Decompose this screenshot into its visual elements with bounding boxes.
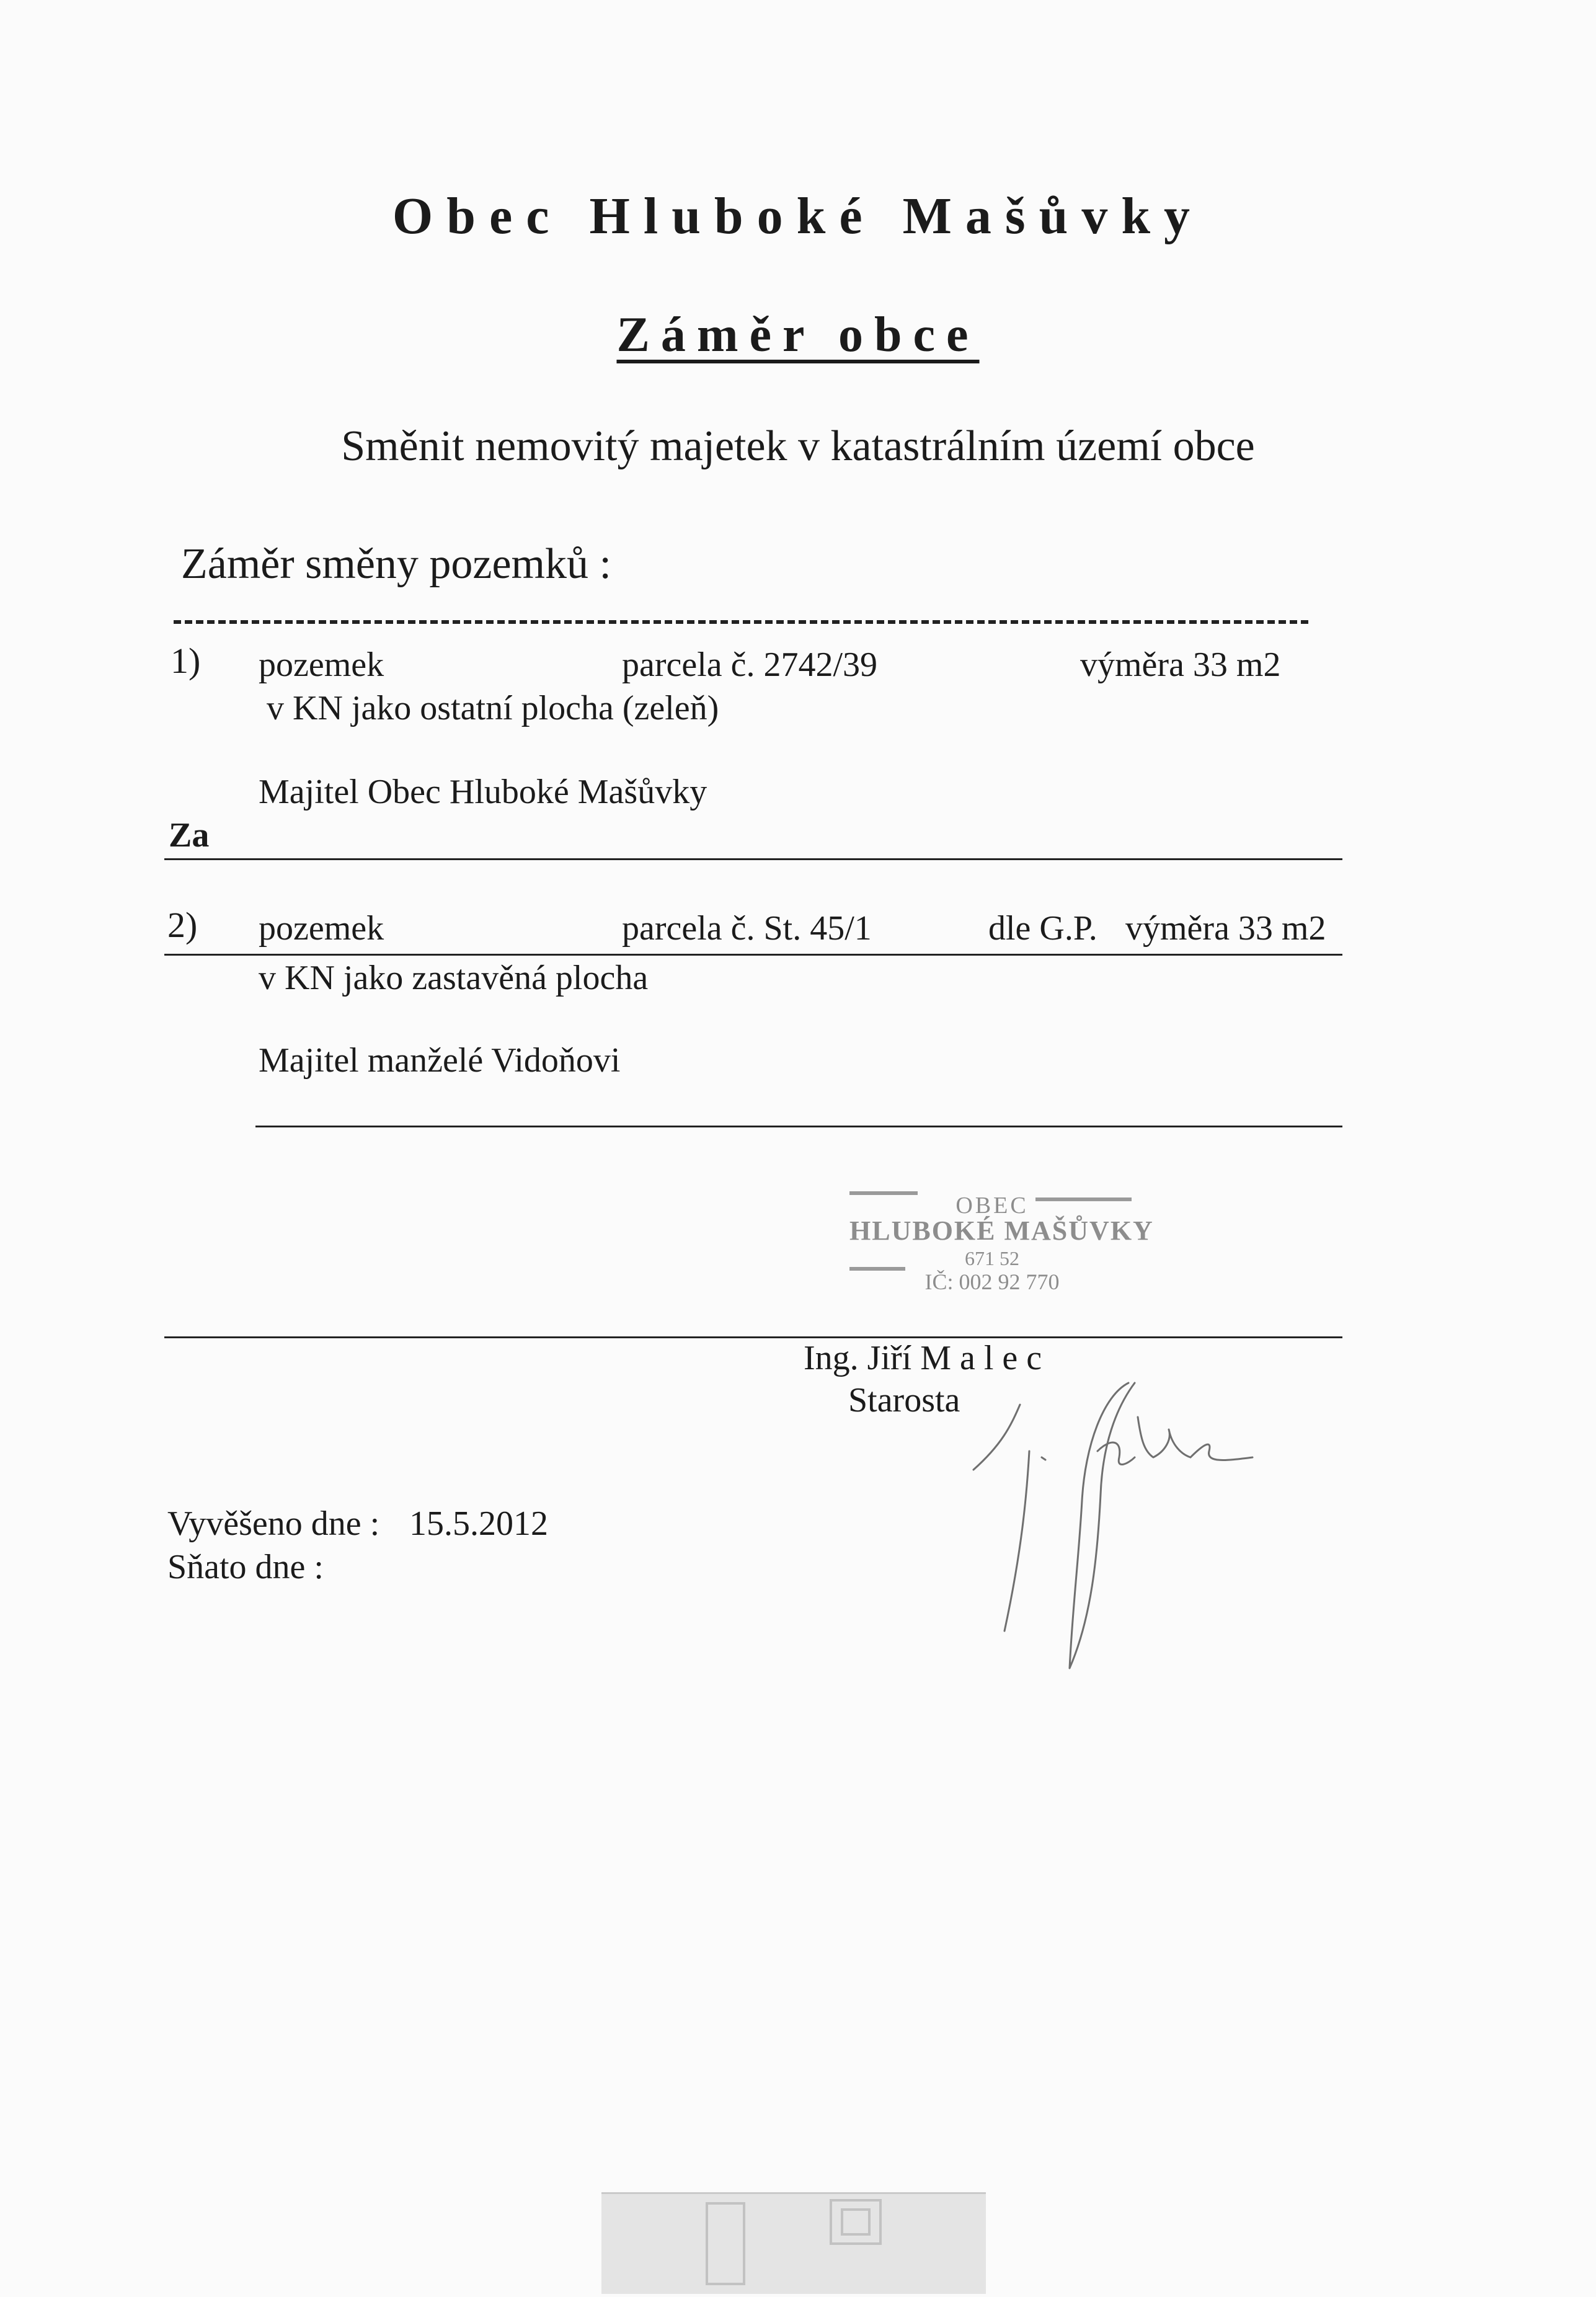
item-2-kn: v KN jako zastavěná plocha (259, 959, 649, 997)
item-1-number: 1) (171, 641, 201, 681)
stamp-line2: HLUBOKÉ MAŠŮVKY (849, 1215, 1154, 1246)
item-1-rule (164, 858, 1342, 860)
document-subtitle (0, 307, 1596, 363)
item-1-owner: Majitel Obec Hluboké Mašůvky (259, 773, 707, 811)
municipal-stamp (849, 1188, 1154, 1294)
posted-label: Vyvěšeno dne : (167, 1504, 380, 1543)
item-2-parcel: parcela č. St. 45/1 (622, 909, 872, 948)
item-2-gp: dle G.P. (988, 909, 1097, 948)
dashed-divider (174, 620, 1308, 624)
item-2-type: pozemek (259, 909, 384, 948)
posted-date: 15.5.2012 (409, 1504, 548, 1543)
purpose-text: Směnit nemovitý majetek v katastrálním území obce (341, 422, 1255, 470)
signatory-name: Ing. Jiří M a l e c (804, 1339, 1042, 1377)
signature-rule (164, 1336, 1342, 1338)
item-2-area: výměra 33 m2 (1125, 909, 1326, 948)
item-1-kn: v KN jako ostatní plocha (zeleň) (267, 689, 719, 727)
item-1-type: pozemek (259, 646, 384, 684)
scanner-artifact (601, 2192, 986, 2294)
item-2-owner: Majitel manželé Vidoňovi (259, 1041, 621, 1080)
artifact-icons (601, 2194, 986, 2294)
item-2-number: 2) (167, 905, 198, 945)
stamp-line4: IČ: 002 92 770 (924, 1269, 1060, 1294)
document-title: Obec Hluboké Mašůvky (392, 187, 1204, 245)
handwritten-signature (967, 1371, 1265, 1681)
removed-label: Sňato dne : (167, 1548, 324, 1586)
owner-rule (255, 1126, 1342, 1127)
item-1-parcel: parcela č. 2742/39 (622, 646, 878, 684)
item-2-rule (164, 954, 1342, 956)
separator-label: Za (169, 816, 210, 855)
intent-label: Záměr směny pozemků : (181, 540, 611, 588)
stamp-line1: OBEC (955, 1193, 1029, 1219)
signatory-role: Starosta (848, 1381, 960, 1420)
subtitle-text: Záměr obce (616, 308, 980, 362)
item-1-area: výměra 33 m2 (1080, 646, 1281, 684)
stamp-line3: 671 52 (965, 1247, 1019, 1269)
